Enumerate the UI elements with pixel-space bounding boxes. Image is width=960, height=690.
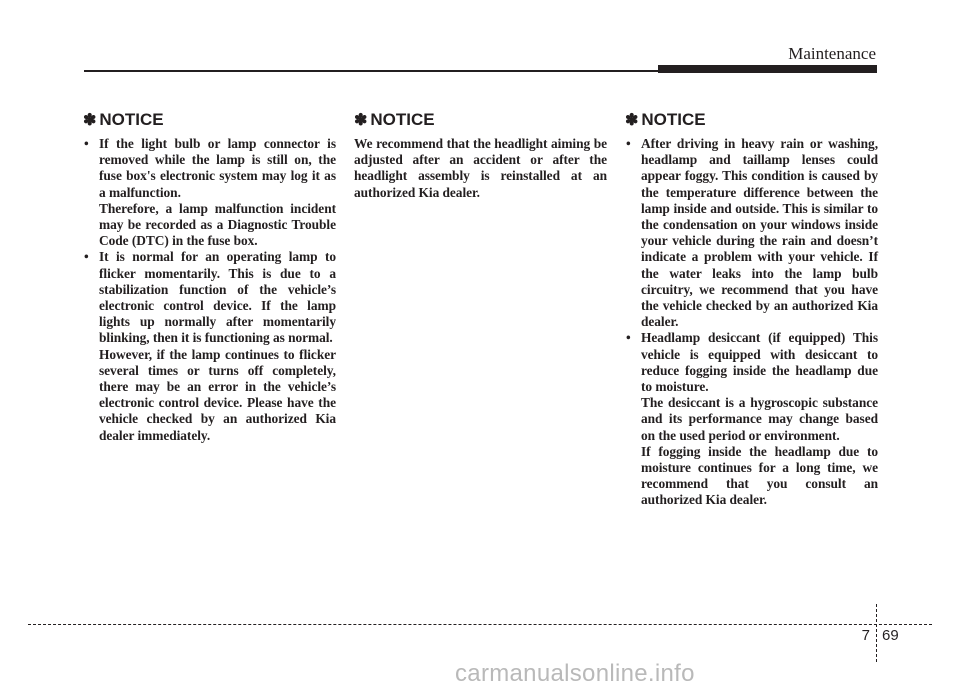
chapter-number: 7: [861, 627, 870, 644]
footer-rule: [28, 624, 932, 625]
bullet-icon: •: [626, 330, 631, 346]
notice-paragraph: We recommend that the headlight aiming be adjusted after an accident or after the headlight assembly is reinstalled at an authorized Kia dealer.: [354, 136, 607, 200]
notice-paragraph: If fogging inside the headlamp due to moisture continues for a long time, we recommend that you consult an authorized Kia dealer.: [641, 443, 878, 508]
notice-star-icon: ✽: [354, 112, 368, 129]
notice-star-icon: ✽: [625, 112, 639, 129]
notice-column-3: [625, 108, 878, 509]
bullet-icon: •: [84, 136, 89, 151]
notice-star-icon: ✽: [83, 112, 97, 129]
notice-column-1: [83, 108, 336, 444]
list-item: [83, 249, 336, 443]
notice-heading-label: NOTICE: [370, 110, 435, 129]
list-item: [625, 330, 878, 508]
notice-paragraph: It is normal for an operating lamp to flicker momentarily. This is due to a stabilization function of the vehicle’s electronic control device. If the lamp lights up normally after momentarily blinking, then it is functioning as normal.: [99, 249, 336, 346]
notice-paragraph: However, if the lamp continues to flicker several times or turns off completely, there may be an error in the vehicle’s electronic control device. Please have the vehicle checked by an authorized Kia dealer immediately.: [99, 346, 336, 443]
notice-heading: [83, 108, 336, 133]
notice-paragraph: Headlamp desiccant (if equipped) This vehicle is equipped with desiccant to reduce fogging inside the headlamp due to moisture.: [641, 330, 878, 395]
list-item: [83, 136, 336, 249]
notice-paragraph: If the light bulb or lamp connector is removed while the lamp is still on, the fuse box's electronic system may log it as a malfunction.: [99, 136, 336, 200]
section-title: Maintenance: [788, 44, 876, 63]
notice-paragraph: After driving in heavy rain or washing, headlamp and taillamp lenses could appear foggy. This condition is caused by the temperature difference between the lamp inside and outside. This is similar to the condensation on your windows inside your vehicle during the rain and doesn’t indicate a problem with your vehicle. If the water leaks into the lamp bulb circuitry, we recommend that you have the vehicle checked by an authorized Kia dealer.: [641, 136, 878, 330]
page-number-divider: [876, 604, 877, 662]
page-number: 69: [882, 627, 899, 644]
notice-paragraph: Therefore, a lamp malfunction incident may be recorded as a Diagnostic Trouble Code (DTC) in the fuse box.: [99, 200, 336, 249]
watermark: carmanualsonline.info: [455, 660, 695, 687]
list-item: [625, 136, 878, 330]
notice-paragraph: The desiccant is a hygroscopic substance and its performance may change based on the used period or environment.: [641, 395, 878, 443]
notice-heading-label: NOTICE: [641, 110, 706, 129]
notice-bullet-list: [625, 136, 878, 509]
notice-column-2: [354, 108, 607, 201]
notice-heading-label: NOTICE: [99, 110, 164, 129]
bullet-icon: •: [626, 136, 631, 151]
notice-heading: [625, 108, 878, 133]
bullet-icon: •: [84, 249, 89, 265]
header-rule: [84, 70, 660, 72]
header-rule-thick: [658, 65, 877, 73]
notice-heading: [354, 108, 607, 133]
notice-bullet-list: [83, 136, 336, 444]
